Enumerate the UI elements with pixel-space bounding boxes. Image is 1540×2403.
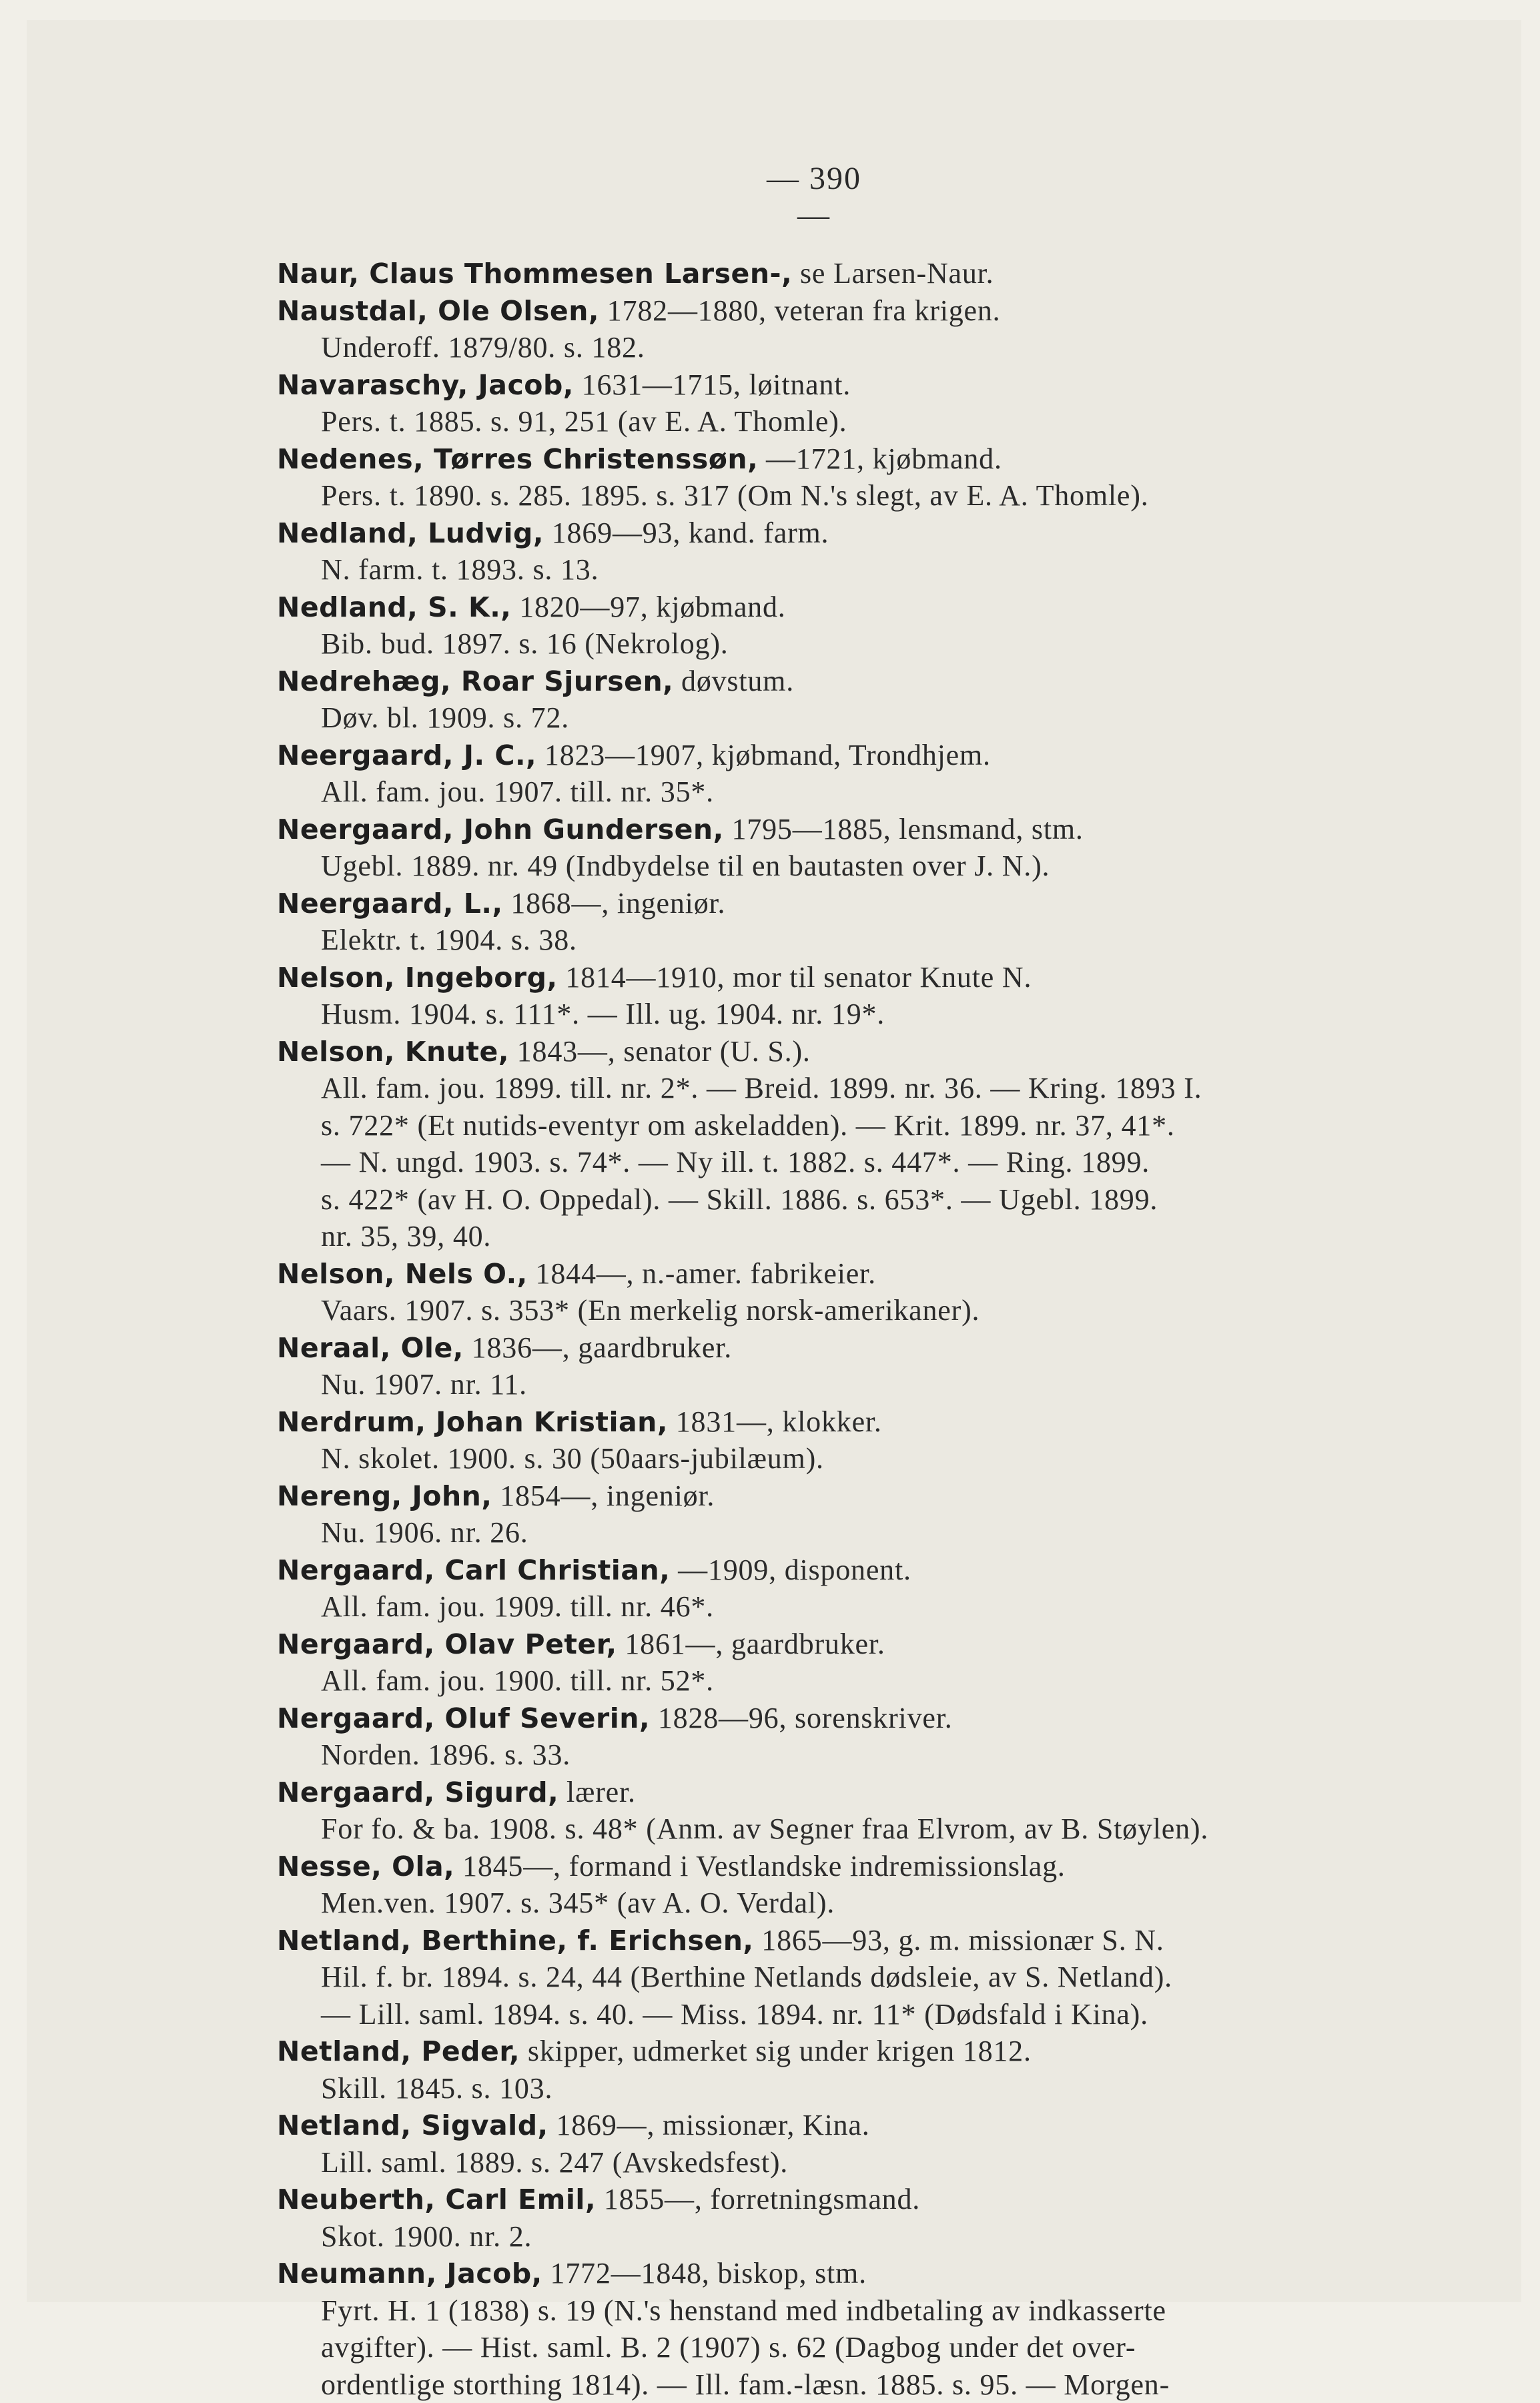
entry-reference: For fo. & ba. 1908. s. 48* (Anm. av Segner fraa Elvrom, av B. Støylen).	[277, 1810, 1425, 1848]
entry-description: 1831—, klokker.	[668, 1405, 882, 1438]
entry-heading	[277, 589, 1425, 626]
entry-description: 1845—, formand i Vestlandske indremissionslag.	[454, 1850, 1065, 1882]
entry-reference: Men.ven. 1907. s. 345* (av A. O. Verdal).	[277, 1884, 1425, 1922]
index-entry	[277, 1700, 1425, 1774]
index-entry	[277, 255, 1425, 292]
index-entry	[277, 1477, 1425, 1552]
entry-heading	[277, 1403, 1425, 1441]
entry-heading	[277, 1848, 1425, 1885]
entry-reference: — Lill. saml. 1894. s. 40. — Miss. 1894. nr. 11* (Dødsfald i Kina).	[277, 1996, 1425, 2033]
entry-heading	[277, 1477, 1425, 1515]
entry-description: se Larsen-Naur.	[792, 257, 994, 290]
index-entry	[277, 1552, 1425, 1626]
entry-reference: s. 422* (av H. O. Oppedal). — Skill. 1886. s. 653*. — Ugebl. 1899.	[277, 1181, 1425, 1219]
entry-heading	[277, 1626, 1425, 1663]
entry-reference: Ugebl. 1889. nr. 49 (Indbydelse til en bautasten over J. N.).	[277, 847, 1425, 885]
entry-description: 1854—, ingeniør.	[492, 1479, 715, 1512]
entry-heading	[277, 514, 1425, 552]
entry-reference: All. fam. jou. 1909. till. nr. 46*.	[277, 1588, 1425, 1626]
entry-name: Nelson, Nels O.,	[277, 1258, 528, 1290]
index-entry	[277, 737, 1425, 811]
entry-reference: Skot. 1900. nr. 2.	[277, 2218, 1425, 2256]
entry-reference: Nu. 1906. nr. 26.	[277, 1514, 1425, 1552]
entry-name: Naur, Claus Thommesen Larsen-,	[277, 258, 792, 290]
entry-description: —1909, disponent.	[670, 1554, 911, 1586]
index-entry	[277, 2033, 1425, 2107]
entry-reference: avgifter). — Hist. saml. B. 2 (1907) s. 62 (Dagbog under det over-	[277, 2329, 1425, 2366]
entry-heading	[277, 1922, 1425, 1959]
entry-reference: Bib. bud. 1897. s. 16 (Nekrolog).	[277, 625, 1425, 663]
index-entry	[277, 2255, 1425, 2403]
entry-reference: — N. ungd. 1903. s. 74*. — Ny ill. t. 1882. s. 447*. — Ring. 1899.	[277, 1144, 1425, 1181]
entry-name: Neumann, Jacob,	[277, 2258, 542, 2290]
entry-description: 1869—, missionær, Kina.	[548, 2109, 870, 2141]
entry-name: Neergaard, J. C.,	[277, 739, 536, 771]
entry-heading	[277, 366, 1425, 404]
entry-reference: Pers. t. 1890. s. 285. 1895. s. 317 (Om N.'s slegt, av E. A. Thomle).	[277, 477, 1425, 514]
index-entry	[277, 2107, 1425, 2181]
entry-description: 1868—, ingeniør.	[503, 887, 726, 920]
entry-reference: Pers. t. 1885. s. 91, 251 (av E. A. Thomle).	[277, 403, 1425, 440]
entry-name: Nereng, John,	[277, 1480, 492, 1512]
index-entry	[277, 2181, 1425, 2255]
index-entry	[277, 1848, 1425, 1922]
entry-heading	[277, 1552, 1425, 1589]
entry-heading	[277, 255, 1425, 292]
entry-name: Nergaard, Olav Peter,	[277, 1628, 617, 1660]
entry-name: Nergaard, Carl Christian,	[277, 1554, 670, 1586]
entry-description: 1772—1848, biskop, stm.	[542, 2257, 867, 2290]
entry-name: Netland, Peder,	[277, 2035, 520, 2067]
index-entry	[277, 663, 1425, 737]
entry-description: skipper, udmerket sig under krigen 1812.	[520, 2035, 1032, 2067]
entry-list	[277, 255, 1425, 2403]
index-entry	[277, 514, 1425, 589]
entry-heading	[277, 1329, 1425, 1367]
entry-reference: Elektr. t. 1904. s. 38.	[277, 922, 1425, 959]
entry-description: 1823—1907, kjøbmand, Trondhjem.	[536, 739, 991, 771]
entry-reference: N. farm. t. 1893. s. 13.	[277, 551, 1425, 589]
entry-heading	[277, 959, 1425, 996]
entry-name: Nedland, S. K.,	[277, 591, 511, 623]
index-entry	[277, 1403, 1425, 1477]
entry-description: 1865—93, g. m. missionær S. N.	[753, 1924, 1164, 1957]
entry-name: Nergaard, Oluf Severin,	[277, 1702, 650, 1734]
entry-name: Nergaard, Sigurd,	[277, 1776, 558, 1808]
entry-reference: Skill. 1845. s. 103.	[277, 2070, 1425, 2107]
index-entry	[277, 1922, 1425, 2033]
entry-reference: All. fam. jou. 1899. till. nr. 2*. — Breid. 1899. nr. 36. — Kring. 1893 I.	[277, 1070, 1425, 1107]
entry-heading	[277, 1700, 1425, 1737]
page	[27, 20, 1521, 2302]
entry-description: lærer.	[558, 1776, 636, 1808]
index-entry	[277, 1033, 1425, 1255]
entry-description: 1782—1880, veteran fra krigen.	[599, 294, 1001, 327]
entry-name: Netland, Sigvald,	[277, 2109, 548, 2141]
entry-heading	[277, 737, 1425, 774]
entry-name: Neergaard, L.,	[277, 888, 503, 920]
entry-reference: Hil. f. br. 1894. s. 24, 44 (Berthine Netlands dødsleie, av S. Netland).	[277, 1959, 1425, 1996]
entry-heading	[277, 1774, 1425, 1811]
entry-heading	[277, 2255, 1425, 2292]
entry-name: Neraal, Ole,	[277, 1332, 464, 1364]
entry-name: Navaraschy, Jacob,	[277, 369, 574, 401]
entry-reference: N. skolet. 1900. s. 30 (50aars-jubilæum).	[277, 1440, 1425, 1477]
entry-name: Neergaard, John Gundersen,	[277, 813, 724, 845]
entry-reference: Nu. 1907. nr. 11.	[277, 1366, 1425, 1403]
entry-description: 1869—93, kand. farm.	[544, 517, 829, 549]
index-entry	[277, 366, 1425, 440]
entry-reference: Vaars. 1907. s. 353* (En merkelig norsk-amerikaner).	[277, 1292, 1425, 1329]
entry-heading	[277, 1033, 1425, 1070]
entry-heading	[277, 1255, 1425, 1293]
entry-heading	[277, 663, 1425, 700]
entry-name: Naustdal, Ole Olsen,	[277, 295, 599, 327]
entry-reference: Fyrt. H. 1 (1838) s. 19 (N.'s henstand med indbetaling av indkasserte	[277, 2292, 1425, 2330]
index-entry	[277, 440, 1425, 514]
entry-description: 1855—, forretningsmand.	[596, 2183, 920, 2215]
entry-name: Nelson, Knute,	[277, 1036, 509, 1068]
entry-heading	[277, 2107, 1425, 2144]
entry-reference: Lill. saml. 1889. s. 247 (Avskedsfest).	[277, 2144, 1425, 2181]
entry-heading	[277, 440, 1425, 478]
entry-reference: Husm. 1904. s. 111*. — Ill. ug. 1904. nr. 19*.	[277, 996, 1425, 1033]
entry-reference: s. 722* (Et nutids-eventyr om askeladden). — Krit. 1899. nr. 37, 41*.	[277, 1107, 1425, 1144]
entry-reference: All. fam. jou. 1900. till. nr. 52*.	[277, 1662, 1425, 1700]
index-entry	[277, 959, 1425, 1033]
entry-description: 1795—1885, lensmand, stm.	[724, 813, 1084, 845]
entry-heading	[277, 811, 1425, 848]
entry-name: Nesse, Ola,	[277, 1850, 454, 1882]
entry-name: Nedrehæg, Roar Sjursen,	[277, 665, 673, 697]
entry-description: 1820—97, kjøbmand.	[511, 591, 785, 623]
entry-name: Netland, Berthine, f. Erichsen,	[277, 1925, 753, 1957]
entry-reference: Norden. 1896. s. 33.	[277, 1736, 1425, 1774]
entry-description: 1836—, gaardbruker.	[464, 1331, 732, 1364]
entry-description: 1814—1910, mor til senator Knute N.	[558, 961, 1032, 994]
index-entry	[277, 1329, 1425, 1403]
entry-description: døvstum.	[673, 665, 794, 697]
index-entry	[277, 589, 1425, 663]
index-entry	[277, 1626, 1425, 1700]
index-entry	[277, 1255, 1425, 1329]
entry-name: Nedenes, Tørres Christenssøn,	[277, 443, 758, 475]
entry-description: —1721, kjøbmand.	[758, 442, 1002, 475]
index-entry	[277, 811, 1425, 885]
entry-description: 1861—, gaardbruker.	[617, 1628, 885, 1660]
entry-description: 1631—1715, løitnant.	[574, 368, 851, 401]
entry-reference: ordentlige storthing 1814). — Ill. fam.-læsn. 1885. s. 95. — Morgen-	[277, 2366, 1425, 2403]
entry-heading	[277, 2181, 1425, 2218]
entry-heading	[277, 885, 1425, 922]
entry-reference: Underoff. 1879/80. s. 182.	[277, 329, 1425, 366]
entry-reference: Døv. bl. 1909. s. 72.	[277, 699, 1425, 737]
entry-reference: All. fam. jou. 1907. till. nr. 35*.	[277, 773, 1425, 811]
entry-heading	[277, 2033, 1425, 2070]
entry-description: 1844—, n.-amer. fabrikeier.	[528, 1257, 876, 1290]
entry-description: 1843—, senator (U. S.).	[509, 1035, 811, 1068]
entry-description: 1828—96, sorenskriver.	[650, 1702, 952, 1734]
entry-reference: nr. 35, 39, 40.	[277, 1218, 1425, 1255]
index-entry	[277, 1774, 1425, 1848]
index-entry	[277, 292, 1425, 366]
page-number: — 390 —	[747, 160, 881, 234]
entry-name: Nelson, Ingeborg,	[277, 962, 558, 994]
entry-name: Nerdrum, Johan Kristian,	[277, 1406, 668, 1438]
index-entry	[277, 885, 1425, 959]
entry-name: Nedland, Ludvig,	[277, 517, 544, 549]
entry-name: Neuberth, Carl Emil,	[277, 2183, 596, 2215]
entry-heading	[277, 292, 1425, 330]
